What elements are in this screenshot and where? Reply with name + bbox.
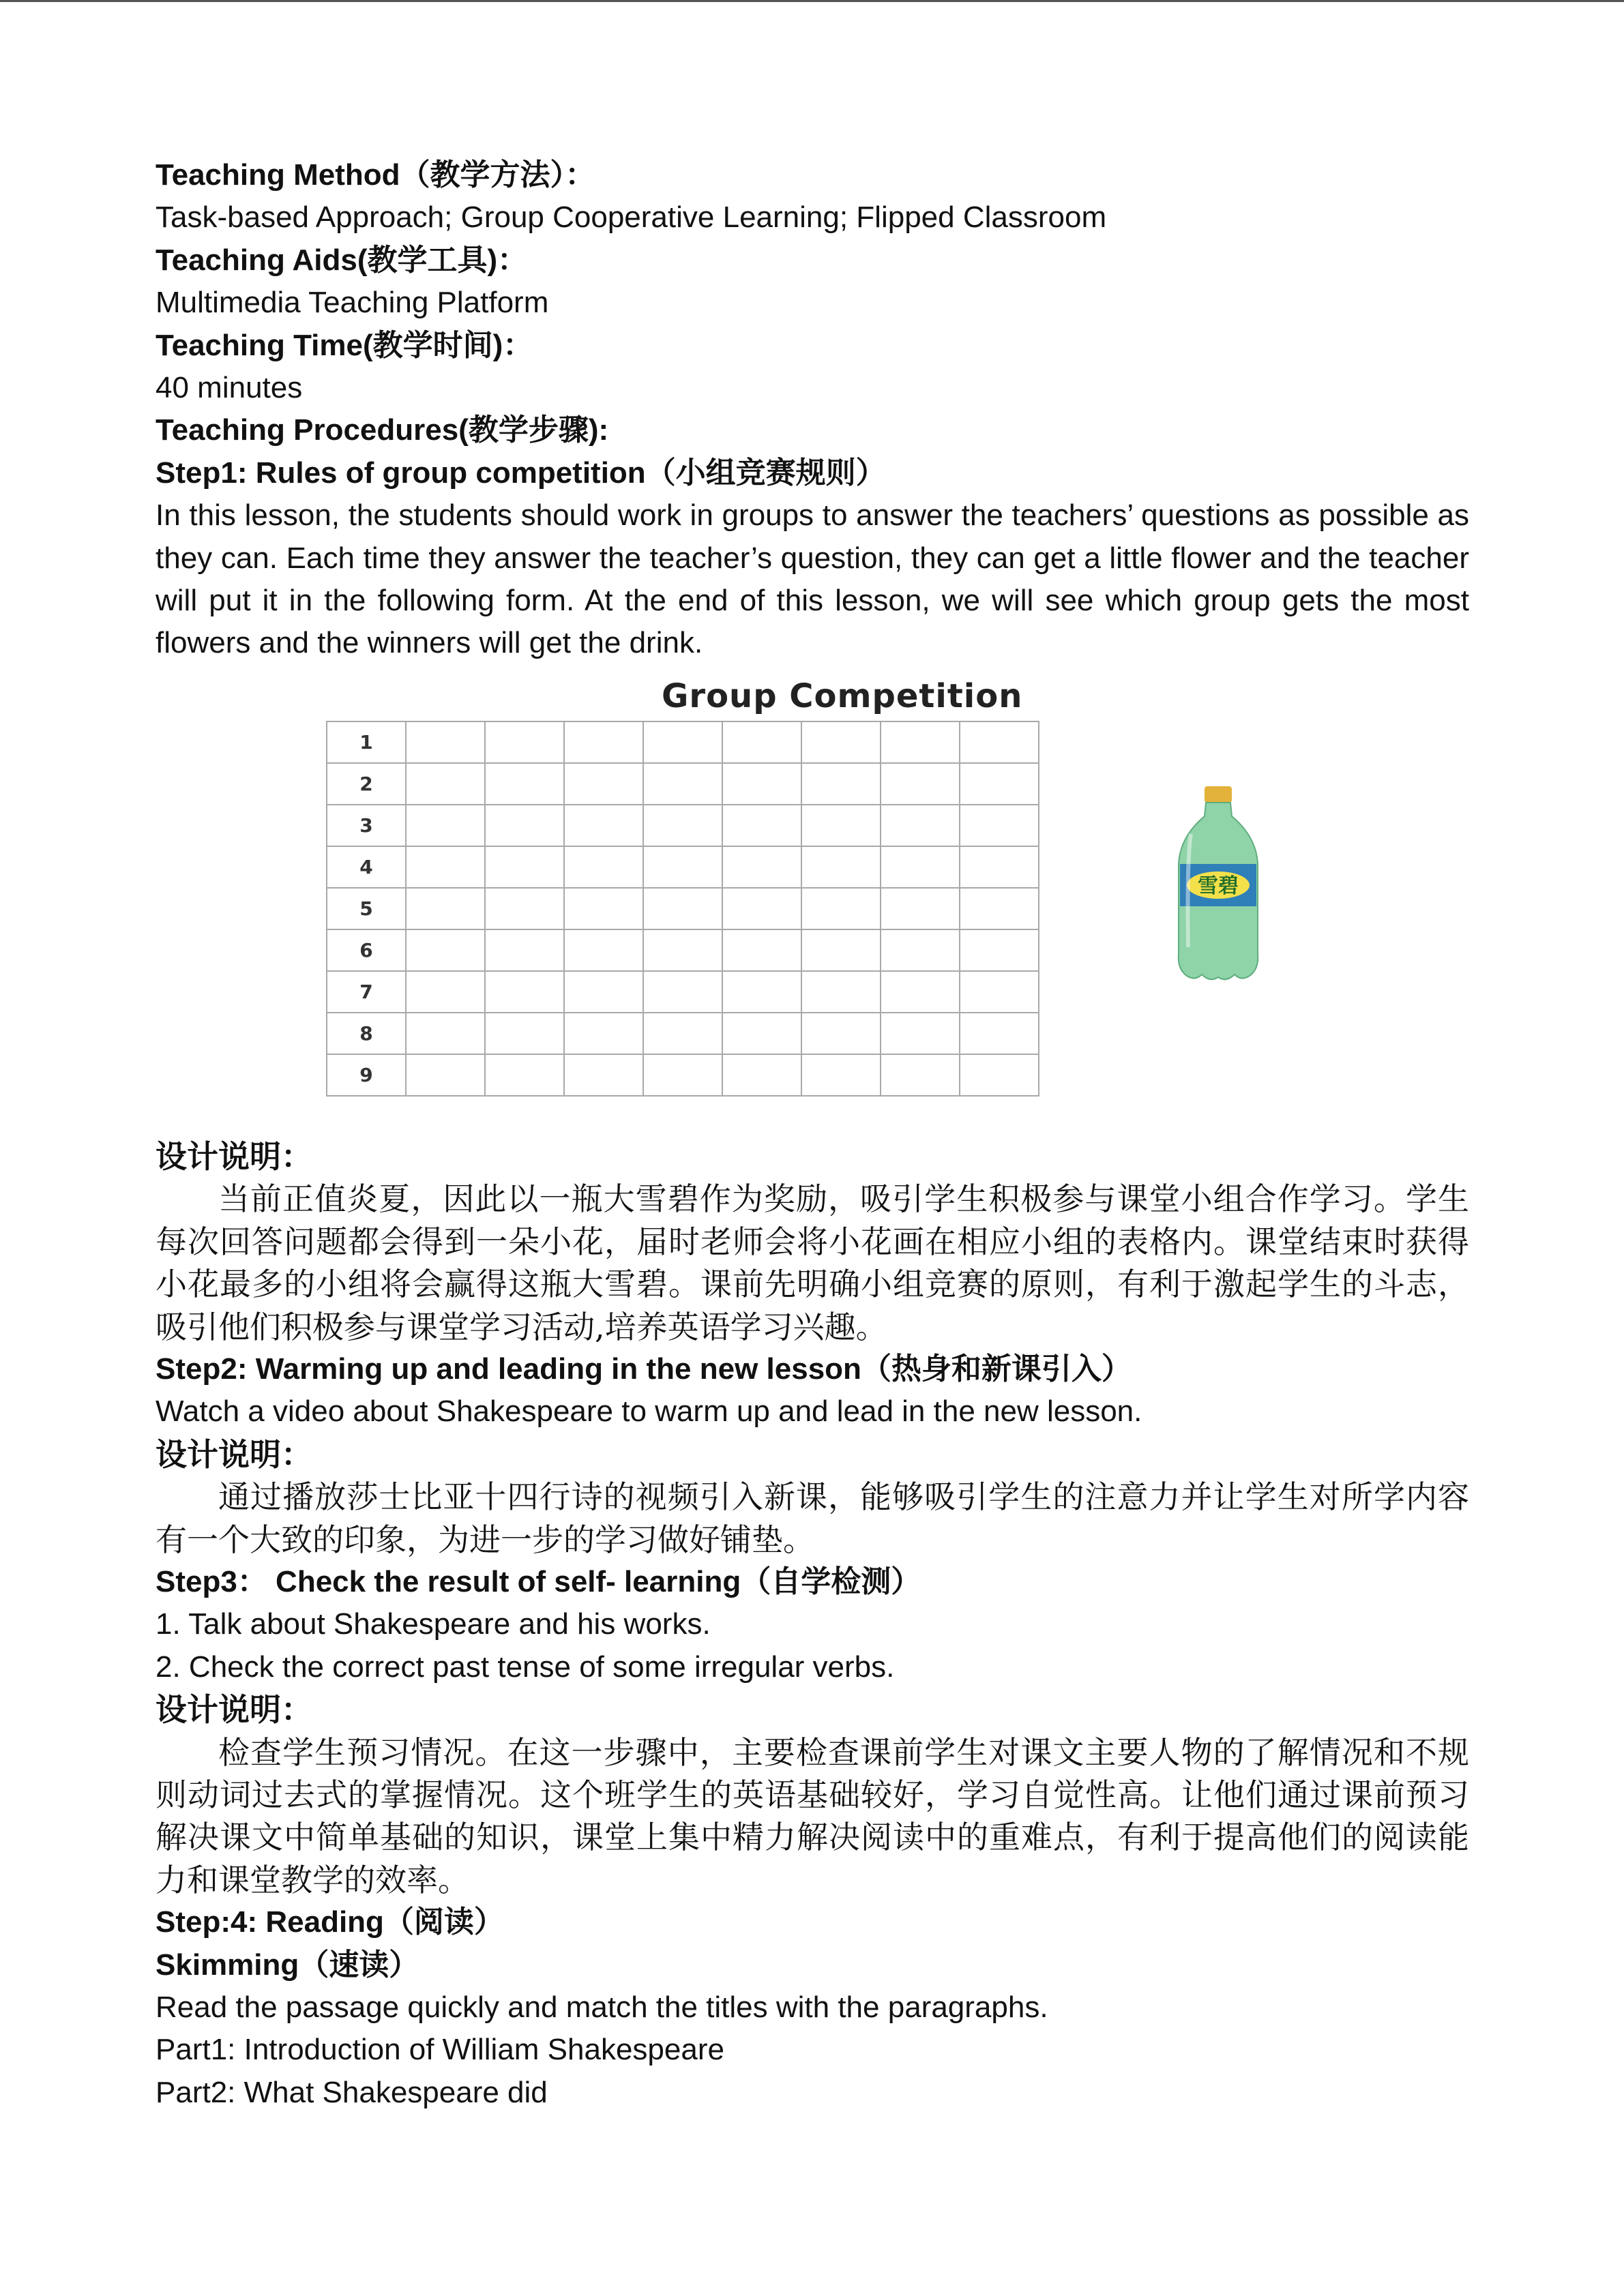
- teaching-procedures-heading: Teaching Procedures(教学步骤):: [156, 413, 609, 447]
- grid-cell: [485, 929, 564, 971]
- group-competition-figure: [156, 672, 1469, 1135]
- grid-cell: [881, 888, 960, 929]
- grid-cell: [643, 846, 722, 888]
- grid-cell: [801, 1013, 881, 1054]
- grid-row-label: 1: [327, 721, 406, 763]
- teaching-method-text: Task-based Approach; Group Cooperative Learning; Flipped Classroom: [156, 200, 1107, 235]
- grid-row-label: 3: [327, 805, 406, 846]
- grid-cell: [960, 888, 1039, 929]
- grid-cell: [960, 805, 1039, 846]
- grid-cell: [801, 971, 881, 1013]
- grid-cell: [564, 971, 643, 1013]
- grid-cell: [722, 1013, 801, 1054]
- grid-row: [327, 763, 1039, 805]
- teaching-aids-heading: Teaching Aids(教学工具)：: [156, 243, 528, 277]
- grid-row-label: 5: [327, 888, 406, 929]
- step1-design-note-heading: 设计说明：: [156, 1137, 312, 1175]
- grid-cell: [722, 805, 801, 846]
- grid-cell: [960, 1013, 1039, 1054]
- grid-cell: [485, 846, 564, 888]
- grid-cell: [801, 846, 881, 888]
- grid-cell: [801, 888, 881, 929]
- grid-cell: [643, 763, 722, 805]
- step4-text: Read the passage quickly and match the titles with the paragraphs.: [156, 1991, 1048, 2024]
- teaching-time-text: 40 minutes: [156, 371, 303, 405]
- step1-design-note-text: 当前正值炎夏，因此以一瓶大雪碧作为奖励，吸引学生积极参与课堂小组合作学习。学生每次回答问题都会得到一朵小花，届时老师会将小花画在相应小组的表格内。课堂结束时获得小花最多的小组将会赢得这瓶大雪碧。课前先明确小组竞赛的原则，有利于激起学生的斗志，吸引他们积极参与课堂学习活动,培养英语学习兴趣。: [156, 1180, 1469, 1345]
- part2-title: Part2: What Shakespeare did: [156, 2075, 548, 2109]
- grid-cell: [881, 805, 960, 846]
- grid-cell: [722, 888, 801, 929]
- grid-cell: [564, 929, 643, 971]
- grid-cell: [801, 1054, 881, 1096]
- grid-row-label: 4: [327, 846, 406, 888]
- grid-cell: [643, 721, 722, 763]
- grid-cell: [485, 763, 564, 805]
- step2-text: Watch a video about Shakespeare to warm up and lead in the new lesson.: [156, 1395, 1142, 1429]
- grid-cell: [881, 721, 960, 763]
- grid-cell: [722, 971, 801, 1013]
- grid-cell: [722, 1054, 801, 1096]
- grid-cell: [564, 1013, 643, 1054]
- grid-row-label: 2: [327, 763, 406, 805]
- grid-cell: [485, 721, 564, 763]
- grid-cell: [801, 805, 881, 846]
- grid-row-label: 7: [327, 971, 406, 1013]
- step3-heading: Step3： Check the result of self- learning（自学检测）: [156, 1564, 921, 1598]
- grid-cell: [881, 846, 960, 888]
- grid-cell: [406, 805, 485, 846]
- competition-grid: [326, 721, 1039, 1097]
- grid-cell: [881, 1054, 960, 1096]
- step1-heading: Step1: Rules of group competition（小组竞赛规则）: [156, 456, 886, 490]
- grid-cell: [960, 846, 1039, 888]
- grid-cell: [881, 971, 960, 1013]
- part1-title: Part1: Introduction of William Shakespeare: [156, 2033, 724, 2067]
- teaching-time-heading: Teaching Time(教学时间)：: [156, 328, 533, 362]
- grid-cell: [406, 763, 485, 805]
- grid-cell: [881, 763, 960, 805]
- grid-cell: [722, 721, 801, 763]
- grid-cell: [564, 1054, 643, 1096]
- grid-cell: [406, 888, 485, 929]
- grid-row-label: 9: [327, 1054, 406, 1096]
- grid-cell: [643, 1054, 722, 1096]
- bottle-cap: [1205, 786, 1232, 803]
- grid-cell: [722, 846, 801, 888]
- grid-cell: [406, 846, 485, 888]
- grid-row: [327, 846, 1039, 888]
- step4-heading: Step:4: Reading（阅读）: [156, 1905, 504, 1939]
- grid-cell: [643, 971, 722, 1013]
- grid-row: [327, 721, 1039, 763]
- grid-cell: [960, 971, 1039, 1013]
- grid-row-label: 6: [327, 929, 406, 971]
- grid-cell: [722, 763, 801, 805]
- grid-cell: [801, 763, 881, 805]
- grid-cell: [722, 929, 801, 971]
- grid-cell: [485, 888, 564, 929]
- grid-cell: [960, 721, 1039, 763]
- grid-cell: [406, 1013, 485, 1054]
- grid-row: [327, 1013, 1039, 1054]
- document-page: [156, 154, 1469, 2114]
- grid-cell: [643, 1013, 722, 1054]
- grid-cell: [406, 1054, 485, 1096]
- grid-cell: [485, 805, 564, 846]
- grid-cell: [564, 763, 643, 805]
- grid-cell: [564, 805, 643, 846]
- step3-item-1: 1. Talk about Shakespeare and his works.: [156, 1607, 711, 1641]
- step1-paragraph: In this lesson, the students should work in groups to answer the teachers’ questions as possible as they can. Each time they answer the teacher’s question, they can get a little flower and the teacher will put it in the following form. At the end of this lesson, we will see which group gets the most flowers and the winners will get the drink.: [156, 498, 1469, 660]
- grid-row: [327, 805, 1039, 846]
- grid-cell: [960, 1054, 1039, 1096]
- grid-cell: [881, 929, 960, 971]
- grid-cell: [801, 929, 881, 971]
- grid-cell: [485, 1054, 564, 1096]
- grid-cell: [406, 971, 485, 1013]
- grid-cell: [485, 971, 564, 1013]
- grid-cell: [960, 929, 1039, 971]
- grid-row: [327, 971, 1039, 1013]
- grid-cell: [564, 888, 643, 929]
- grid-cell: [643, 888, 722, 929]
- grid-row: [327, 1054, 1039, 1096]
- step3-design-note-text: 检查学生预习情况。在这一步骤中，主要检查课前学生对课文主要人物的了解情况和不规则动词过去式的掌握情况。这个班学生的英语基础较好，学习自觉性高。让他们通过课前预习解决课文中简单基础的知识，课堂上集中精力解决阅读中的重难点，有利于提高他们的阅读能力和课堂教学的效率。: [156, 1733, 1469, 1898]
- skimming-heading: Skimming（速读）: [156, 1948, 419, 1982]
- grid-row-label: 8: [327, 1013, 406, 1054]
- grid-cell: [564, 721, 643, 763]
- grid-row: [327, 888, 1039, 929]
- grid-cell: [643, 805, 722, 846]
- teaching-method-heading: Teaching Method（教学方法）：: [156, 158, 595, 192]
- grid-row: [327, 929, 1039, 971]
- grid-cell: [643, 929, 722, 971]
- top-border: [0, 0, 1624, 2]
- grid-cell: [406, 929, 485, 971]
- teaching-aids-text: Multimedia Teaching Platform: [156, 286, 549, 320]
- step2-design-note-text: 通过播放莎士比亚十四行诗的视频引入新课，能够吸引学生的注意力并让学生对所学内容有一个大致的印象，为进一步的学习做好铺垫。: [156, 1478, 1469, 1558]
- bottle-brand-text: 雪碧: [1198, 874, 1239, 898]
- grid-cell: [485, 1013, 564, 1054]
- grid-cell: [801, 721, 881, 763]
- figure-title: Group Competition: [662, 676, 1023, 715]
- step3-design-note-heading: 设计说明：: [156, 1691, 312, 1729]
- soda-bottle-image: [1170, 784, 1266, 988]
- grid-cell: [960, 763, 1039, 805]
- grid-cell: [406, 721, 485, 763]
- step2-design-note-heading: 设计说明：: [156, 1435, 312, 1473]
- grid-cell: [881, 1013, 960, 1054]
- grid-cell: [564, 846, 643, 888]
- step3-item-2: 2. Check the correct past tense of some irregular verbs.: [156, 1650, 895, 1684]
- step2-heading: Step2: Warming up and leading in the new lesson（热身和新课引入）: [156, 1352, 1132, 1386]
